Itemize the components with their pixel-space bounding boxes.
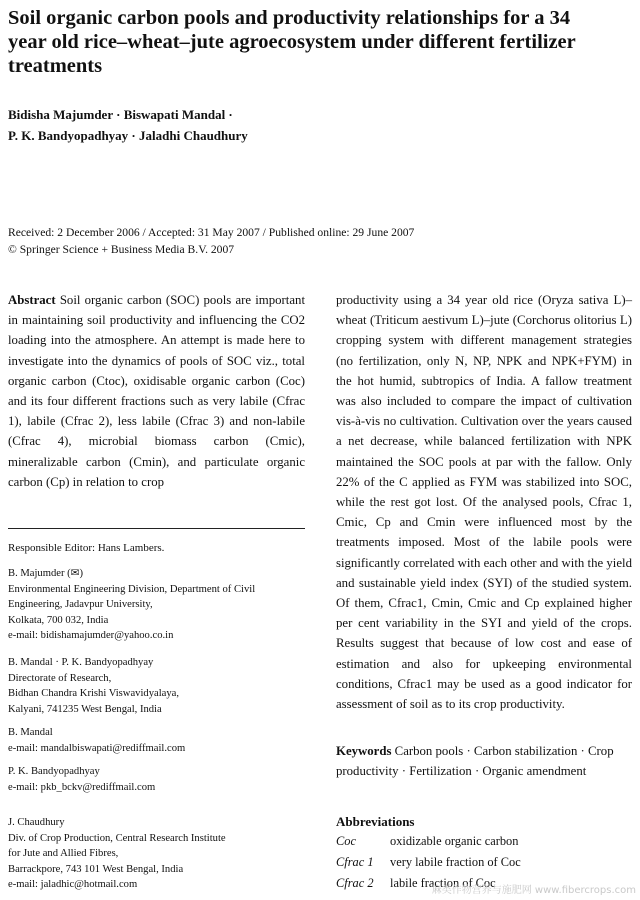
- affiliation-majumder: [8, 566, 308, 644]
- affiliation-line: Directorate of Research,: [8, 672, 112, 684]
- responsible-editor: Responsible Editor: Hans Lambers.: [8, 542, 165, 554]
- abbreviation-row: [336, 855, 632, 876]
- email-link[interactable]: e-mail: bidishamajumder@yahoo.co.in: [8, 630, 174, 642]
- affiliation-name: P. K. Bandyopadhyay: [8, 766, 100, 777]
- abbreviation-definition: oxidizable organic carbon: [390, 834, 519, 848]
- affiliation-line: Engineering, Jadavpur University,: [8, 599, 153, 611]
- author-list: [8, 104, 608, 146]
- affiliation-name: B. Mandal: [8, 727, 53, 738]
- affiliation-name: J. Chaudhury: [8, 817, 65, 828]
- affiliation-bandyopadhyay-email: [8, 764, 308, 795]
- publication-info: [8, 224, 608, 258]
- abbreviation-row: [336, 834, 632, 855]
- email-link[interactable]: e-mail: pkb_bckv@rediffmail.com: [8, 781, 156, 793]
- abstract-right-column: [336, 290, 632, 714]
- affiliation-mandal-bandyopadhyay: [8, 655, 308, 717]
- footnote-divider: [8, 528, 305, 529]
- affiliation-name: B. Mandal · P. K. Bandyopadhyay: [8, 657, 154, 668]
- abstract-label: Abstract: [8, 293, 56, 307]
- abbreviation-definition: very labile fraction of Coc: [390, 855, 521, 869]
- affiliation-line: Kalyani, 741235 West Bengal, India: [8, 703, 162, 715]
- watermark: 麻类作物营养与施肥网 www.fibercrops.com: [431, 885, 636, 896]
- paper-title: Soil organic carbon pools and productivity relationships for a 34 year old rice–wheat–jute agroecosystem under different fertilizer treatments: [8, 7, 576, 77]
- authors-line-2: P. K. Bandyopadhyay · Jaladhi Chaudhury: [8, 128, 248, 143]
- abstract-text-left: Soil organic carbon (SOC) pools are important in maintaining soil productivity and influencing the CO2 loading into the atmosphere. An attempt is made here to investigate into the dynamics of pools of SOC viz., total organic carbon (Ctoc), oxidisable organic carbon (Coc) and its four different fractions such as very labile (Cfrac 1), labile (Cfrac 2), less labile (Cfrac 3) and non-labile (Cfrac 4), microbial biomass carbon (Cmic), mineralizable carbon (Cmin), and particulate organic carbon (Cp) in relation to crop: [8, 293, 305, 489]
- authors-line-1: Bidisha Majumder · Biswapati Mandal ·: [8, 107, 233, 122]
- copyright-notice: © Springer Science + Business Media B.V. 2007: [8, 243, 235, 256]
- affiliation-chaudhury: [8, 815, 308, 893]
- received-dates: Received: 2 December 2006 / Accepted: 31 May 2007 / Published online: 29 June 2007: [8, 226, 415, 239]
- keywords-text: Carbon pools · Carbon stabilization · Crop productivity · Fertilization · Organic amendment: [336, 744, 614, 778]
- abbreviation-symbol: Cfrac 2: [336, 876, 374, 890]
- affiliation-line: Kolkata, 700 032, India: [8, 614, 109, 626]
- abstract-left-column: [8, 290, 305, 492]
- affiliation-line: Div. of Crop Production, Central Research Institute: [8, 832, 226, 844]
- affiliation-line: for Jute and Allied Fibres,: [8, 848, 119, 860]
- keywords: [336, 741, 632, 781]
- abstract-text-right: productivity using a 34 year old rice (Oryza sativa L)–wheat (Triticum aestivum L)–jute (Corchorus olitorius L) cropping system with different management strategies (no fertilization, only N, NP, NPK and NPK+FYM) in the hot humid, subtropics of India. A fallow treatment was also included to compare the impact of cultivation vis-à-vis no cultivation. Cultivation over the years caused a net decrease, while balanced fertilization with NPK maintained the SOC pools at par with the fallow. Only 22% of the C applied as FYM was stabilized into SOC, while the rest got lost. Of the analysed pools, Cfrac 1, Cmic, Cp and Cmin were influenced most by the treatments imposed. Most of the labile pools were significantly correlated with each other and with the yield and sustainable yield index (SYI) of the studied system. Of them, Cfrac1, Cmin, Cmic and Cp explained higher per cent variability in the SYI and yield of the crops. Results suggest that because of low cost and ease of estimation and also for upkeeping environmental conditions, Cfrac1 may be used as a good indicator for assessment of soil as to its crop productivity.: [336, 293, 632, 712]
- abbreviations-heading: Abbreviations: [336, 814, 415, 829]
- abbreviation-symbol: Cfrac 1: [336, 855, 374, 869]
- affiliation-line: Barrackpore, 743 101 West Bengal, India: [8, 863, 184, 875]
- abbreviation-definition: labile fraction of Coc: [390, 876, 496, 890]
- affiliation-line: Bidhan Chandra Krishi Viswavidyalaya,: [8, 688, 179, 700]
- abbreviation-symbol: Coc: [336, 834, 356, 848]
- keywords-label: Keywords: [336, 744, 392, 758]
- affiliation-mandal-email: [8, 725, 308, 756]
- affiliation-line: Environmental Engineering Division, Department of Civil: [8, 583, 256, 595]
- email-link[interactable]: e-mail: jaladhic@hotmail.com: [8, 879, 138, 891]
- affiliation-name: B. Majumder (✉): [8, 568, 84, 579]
- email-link[interactable]: e-mail: mandalbiswapati@rediffmail.com: [8, 742, 186, 754]
